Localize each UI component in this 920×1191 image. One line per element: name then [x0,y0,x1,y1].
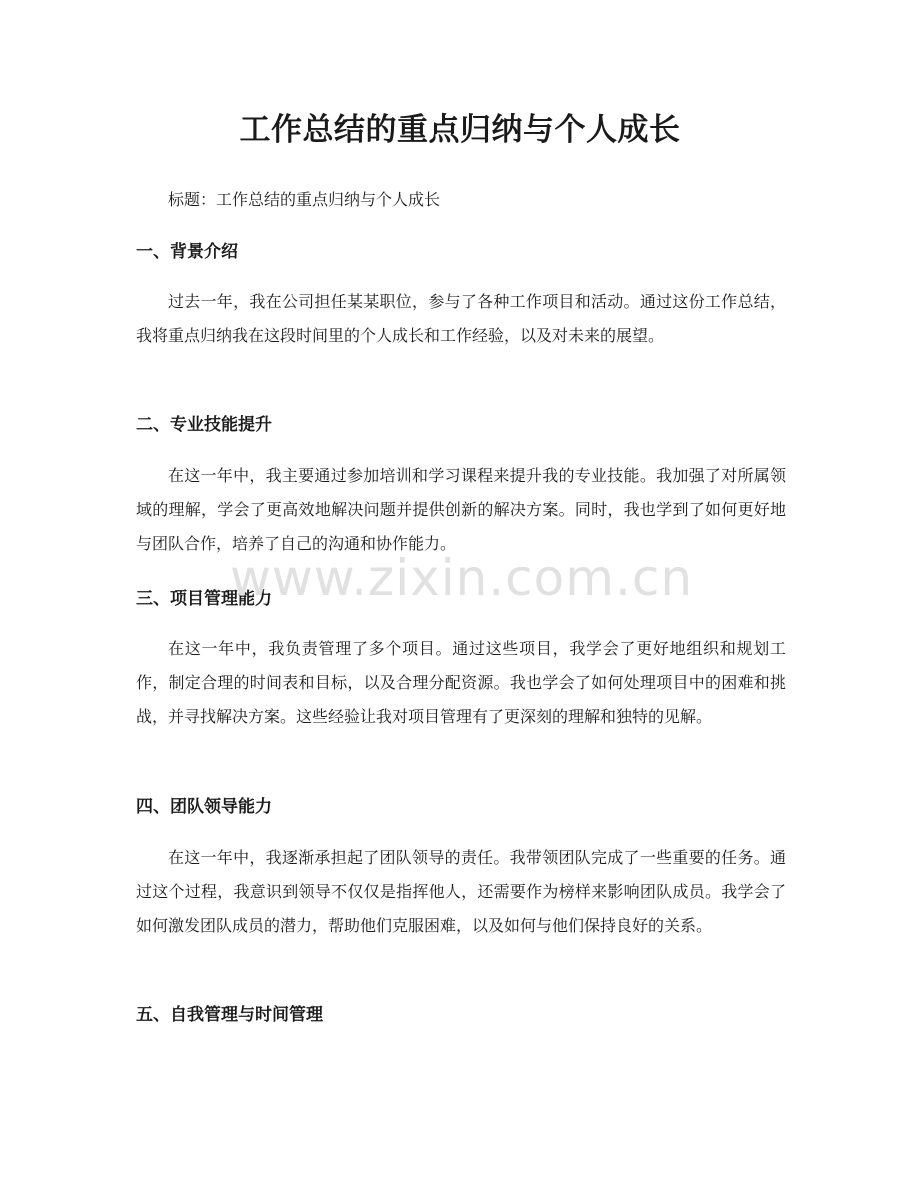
document-subtitle: 标题：工作总结的重点归纳与个人成长 [168,190,441,209]
section-paragraph-skills: 在这一年中，我主要通过参加培训和学习课程来提升我的专业技能。我加强了对所属领域的理解，学会了更高效地解决问题并提供创新的解决方案。同时，我也学到了如何更好地与团队合作，培养了自己的沟通和协作能力。 [136,466,786,553]
section-heading-leadership: 四、团队领导能力 [136,797,272,817]
section-heading-skills: 二、专业技能提升 [136,415,272,435]
watermark: www.zixin.com.cn [230,549,694,607]
section-heading-background: 一、背景介绍 [136,242,238,262]
section-heading-project-management: 三、项目管理能力 [136,589,272,609]
section-paragraph-project-management: 在这一年中，我负责管理了多个项目。通过这些项目，我学会了更好地组织和规划工作，制定合理的时间表和目标，以及合理分配资源。我也学会了如何处理项目中的困难和挑战，并寻找解决方案。这些经验让我对项目管理有了更深刻的理解和独特的见解。 [136,639,786,726]
section-paragraph-background: 过去一年，我在公司担任某某职位，参与了各种工作项目和活动。通过这份工作总结，我将重点归纳我在这段时间里的个人成长和工作经验，以及对未来的展望。 [136,292,786,345]
section-heading-self-management: 五、自我管理与时间管理 [136,1005,323,1025]
section-paragraph-leadership: 在这一年中，我逐渐承担起了团队领导的责任。我带领团队完成了一些重要的任务。通过这个过程，我意识到领导不仅仅是指挥他人，还需要作为榜样来影响团队成员。我学会了如何激发团队成员的潜力，帮助他们克服困难，以及如何与他们保持良好的关系。 [136,848,786,935]
page-title: 工作总结的重点归纳与个人成长 [239,112,681,148]
